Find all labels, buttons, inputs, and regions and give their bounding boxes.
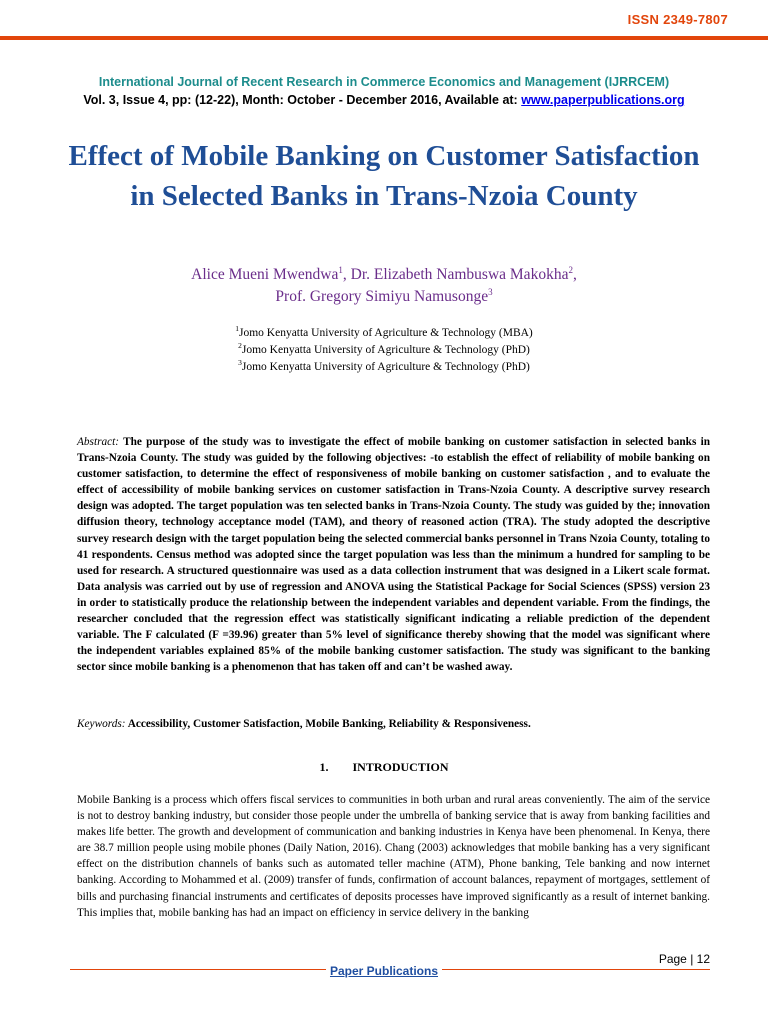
affiliations (40, 325, 728, 376)
author-2-sup: 2 (568, 264, 573, 275)
affiliation-2-sup: 2 (238, 341, 242, 351)
affiliation-1-text: Jomo Kenyatta University of Agriculture & Technology (MBA) (238, 327, 533, 339)
affiliation-1-sup: 1 (235, 324, 239, 334)
author-2: , Dr. Elizabeth Nambuswa Makokha (342, 266, 569, 283)
keywords (77, 718, 710, 730)
issn-header (0, 0, 768, 44)
introduction-paragraph: Mobile Banking is a process which offers fiscal services to communities in both urban and rural areas conveniently. The aim of the service is not to destroy banking industry, but consider those people under the umbrella of banking service that is away from banking facilities and makes life better. The growth and development of communication and banking industries in Kenya have been phenomenal. In Kenya, there are 38.7 million people using mobile phones (Daily Nation, 2016). Chang (2003) acknowledges that mobile banking has a very significant effect on the distribution channels of banks such as automated teller machine (ATM), Phone banking, Tele banking and now internet banking. According to Mohammed et al. (2009) transfer of funds, confirmation of account balances, repayment of mortgages, settlement of bills and purchasing financial instruments and certificates of deposits processes have improved significantly as a result of internet banking. This implies that, mobile banking has had an impact on efficiency in service delivery in the banking (77, 794, 710, 919)
keywords-label: Keywords: (77, 718, 126, 730)
affiliation-2 (40, 342, 728, 359)
section-number: 1. (319, 760, 329, 774)
author-3-sup: 3 (488, 286, 493, 297)
abstract (77, 434, 710, 675)
page-number: Page | 12 (658, 952, 710, 966)
author-line-2 (40, 286, 728, 308)
section-heading (0, 760, 768, 775)
author-1-sup: 1 (338, 264, 343, 275)
author-1: Alice Mueni Mwendwa (191, 266, 339, 283)
journal-url-link[interactable]: www.paperpublications.org (521, 93, 685, 107)
section-title: INTRODUCTION (352, 760, 449, 774)
affiliation-3 (40, 359, 728, 376)
abstract-label: Abstract: (77, 436, 120, 448)
volume-line (0, 93, 768, 107)
issn-label: ISSN 2349-7807 (627, 12, 728, 27)
keywords-text: Accessibility, Customer Satisfaction, Mobile Banking, Reliability & Responsiveness. (125, 718, 531, 730)
author-list (40, 264, 728, 308)
affiliation-2-text: Jomo Kenyatta University of Agriculture & Technology (PhD) (241, 344, 530, 356)
author-line-1 (40, 264, 728, 286)
affiliation-3-sup: 3 (238, 358, 242, 368)
publisher-link[interactable]: Paper Publications (326, 964, 442, 978)
paper-title: Effect of Mobile Banking on Customer Satisfaction in Selected Banks in Trans-Nzoia County (68, 140, 700, 212)
abstract-text: The purpose of the study was to investigate the effect of mobile banking on customer satisfaction in selected banks in Trans-Nzoia County. The study was guided by the following objectives: -to establish the effect of reliability of mobile banking on customer satisfaction, to determine the effect of responsiveness of mobile banking on customer satisfaction , and to evaluate the effect of accessibility of mobile banking services on customer satisfaction in Trans-Nzoia County. A descriptive survey research design was adopted. The target population was ten selected banks in Trans-Nzoia County. The study was guided by the; innovation diffusion theory, technology acceptance model (TAM), and theory of reasoned action (TRA). The study adopted the descriptive survey research design with the target population being the selected commercial banks personnel in Trans Nzoia County, totaling to 41 respondents. Census method was adopted since the target population was less than the minimum a hundred for sampling to be used for research. A structured questionnaire was used as a data collection instrument that was designed in a Likert scale format. Data analysis was carried out by use of regression and ANOVA using the Statistical Package for Social Sciences (SPSS) version 23 in order to statistically produce the relationship between the independent variables and dependent variable. From the findings, the researcher concluded that the regression effect was statistically significant indicating a reliable prediction of the dependent variable. The F calculated (F =39.96) greater than 5% level of significance thereby showing that the model was significant where the independent variables explained 85% of the mobile banking customer satisfaction. The study was significant to the banking sector since mobile banking is a phenomenon that has taken off and can’t be washed away. (77, 436, 710, 674)
header-rule (0, 36, 768, 40)
publisher-footer (0, 964, 768, 978)
volume-info: Vol. 3, Issue 4, pp: (12-22), Month: October - December 2016, Available at: (83, 93, 522, 107)
author-2-comma: , (572, 266, 577, 283)
affiliation-3-text: Jomo Kenyatta University of Agriculture & Technology (PhD) (241, 361, 530, 373)
affiliation-1 (40, 325, 728, 342)
author-3: Prof. Gregory Simiyu Namusonge (275, 288, 489, 305)
journal-name: International Journal of Recent Research in Commerce Economics and Management (IJRRCEM) (98, 75, 670, 89)
